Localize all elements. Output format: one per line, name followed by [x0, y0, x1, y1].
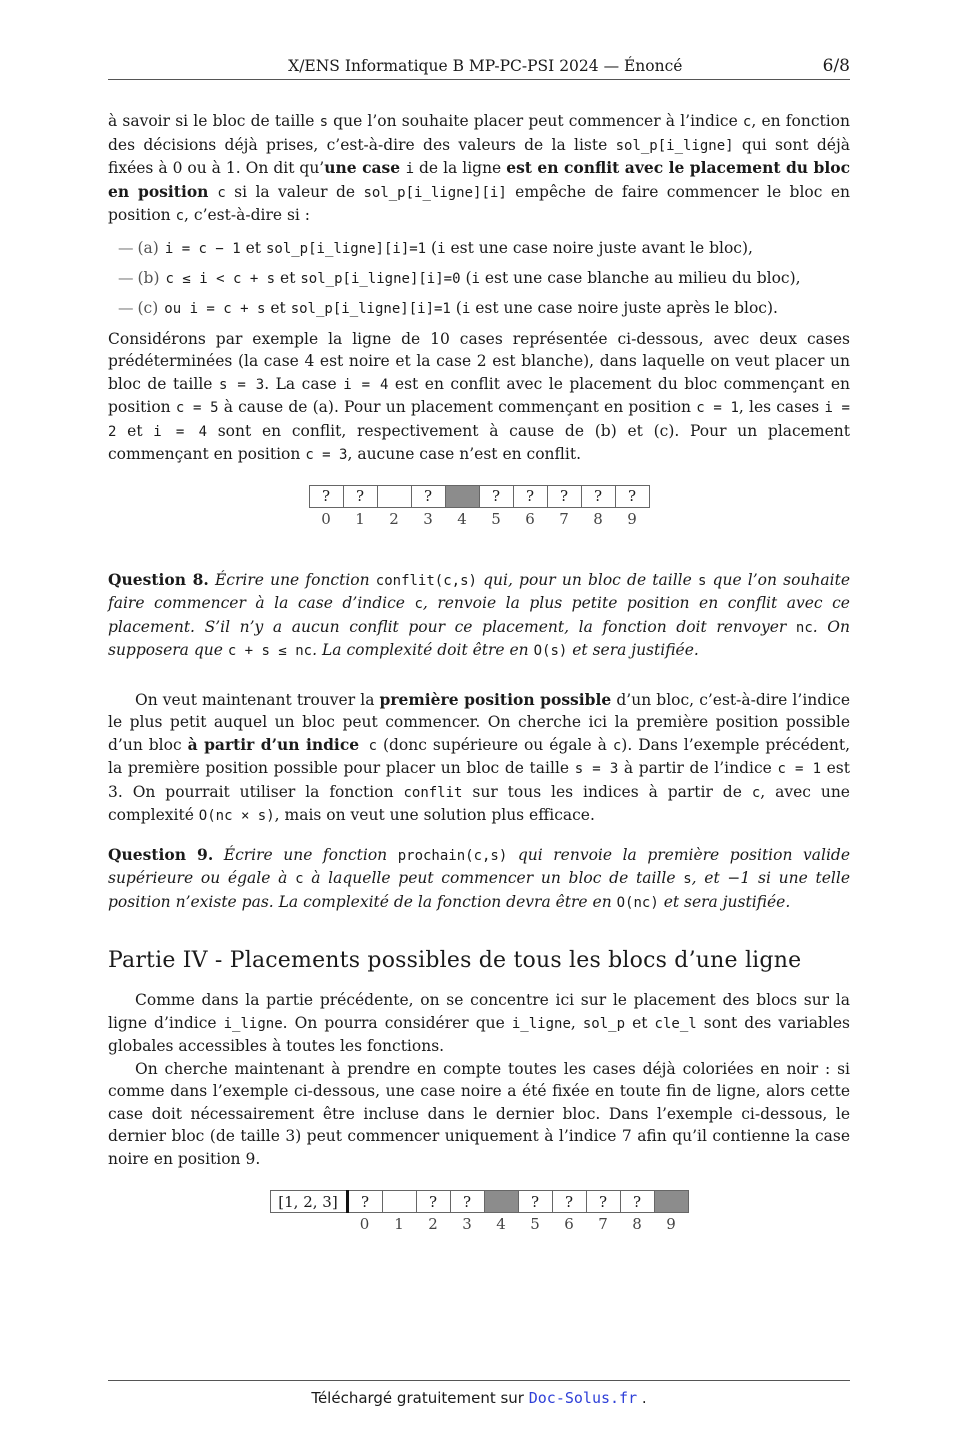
grid-2-index: 1 — [394, 1215, 404, 1233]
grid-2-indices — [270, 1213, 688, 1235]
grid-2-cell: ? — [518, 1191, 552, 1213]
example-paragraph: Considérons par exemple la ligne de 10 cases représentée ci-dessous, avec deux cases prédéterminées (la case 4 est noire et la case 2 est blanche), dans laquelle on veut placer un bloc de taille s = 3. La case i = 4 est en conflit avec le placement du bloc commençant en position c = 5 à cause de (a). Pour un placement commençant en position c = 1, les cases i = 2 et i = 4 sont en conflit, respectivement à cause de (b) et (c). Pour un placement commençant en position c = 3, aucune case n’est en conflit. — [108, 329, 850, 463]
grid-2-cell: ? — [586, 1191, 620, 1213]
grid-2-cell: ? — [552, 1191, 586, 1213]
grid-1-index: 1 — [355, 509, 365, 528]
grid-2-index: 2 — [428, 1215, 438, 1233]
grid-2-cell: ? — [347, 1191, 382, 1213]
grid-2-index: 8 — [632, 1215, 642, 1233]
question-9: Question 9. Écrire une fonction prochain(c,s) qui renvoie la première position valide supérieure ou égale à c à laquelle peut commencer un bloc de taille s, et −1 si une telle position n’existe pas. La complexité de la fonction devra être en O(nc) et sera justifiée. — [108, 844, 850, 911]
footer-text: Téléchargé gratuitement sur — [311, 1389, 529, 1407]
grid-2-index: 6 — [564, 1215, 574, 1233]
grid-1-index: 3 — [423, 509, 433, 528]
grid-1-cells — [309, 485, 649, 507]
part4-paragraph-2: On cherche maintenant à prendre en compte toutes les cases déjà coloriées en noir : si comme dans l’exemple ci-dessous, une case noire a été fixée en toute fin de ligne, alors cette case doit nécessairement être incluse dans le dernier bloc. Dans l’exemple ci-dessous, le dernier bloc (de taille 3) peut commencer uniquement à l’indice 7 afin qu’il contienne la case noire en position 9. — [108, 1059, 850, 1168]
grid-1-cell: ? — [581, 485, 615, 507]
question-8-label: Question 8. — [108, 569, 209, 589]
grid-2-index-spacer — [270, 1213, 347, 1235]
grid-2-index: 7 — [598, 1215, 608, 1233]
grid-1-cell: ? — [615, 485, 649, 507]
grid-1-cell: ? — [411, 485, 445, 507]
question-9-label: Question 9. — [108, 844, 214, 864]
page-footer — [108, 1380, 850, 1407]
grid-1-cell: ? — [547, 485, 581, 507]
header-title: X/ENS Informatique B MP-PC-PSI 2024 — Énoncé — [288, 57, 683, 75]
grid-1-index: 6 — [525, 509, 535, 528]
grid-2-index: 4 — [496, 1215, 506, 1233]
condition-b: — (b) c ≤ i < c + s et sol_p[i_ligne][i]=0 (i est une case blanche au milieu du bloc), — [118, 268, 801, 287]
grid-2-clue: [1, 2, 3] — [270, 1191, 347, 1213]
footer-end: . — [637, 1389, 647, 1407]
conflict-conditions — [108, 234, 850, 324]
grid-1-index: 8 — [593, 509, 603, 528]
footer-link[interactable]: Doc-Solus.fr — [528, 1389, 638, 1407]
page-header — [108, 50, 850, 80]
grid-1-index: 2 — [389, 509, 399, 528]
grid-1-cell: ? — [479, 485, 513, 507]
page — [108, 50, 850, 1234]
grid-2-cell-black — [654, 1191, 688, 1213]
condition-a: — (a) i = c − 1 et sol_p[i_ligne][i]=1 (i est une case noire juste avant le bloc), — [118, 238, 753, 257]
grid-1-cell: ? — [343, 485, 377, 507]
grid-2-cell: ? — [416, 1191, 450, 1213]
grid-1-cell-black — [445, 485, 479, 507]
premiere-position-paragraph: On veut maintenant trouver la première position possible d’un bloc, c’est-à-dire l’indice le plus petit auquel un bloc peut commencer. On cherche ici la première position possible d’un bloc à partir d’un indice c (donc supérieure ou égale à c). Dans l’exemple précédent, la première position possible pour placer un bloc de taille s = 3 à partir de l’indice c = 1 est 3. On pourrait utiliser la fonction conflit sur tous les indices à partir de c, avec une complexité O(nc × s), mais on veut une solution plus efficace. — [108, 689, 851, 824]
grid-2-index: 5 — [530, 1215, 540, 1233]
grid-1-index: 0 — [321, 509, 331, 528]
grid-1-index: 4 — [457, 509, 467, 528]
grid-1-index: 7 — [559, 509, 569, 528]
grid-1-index: 9 — [627, 509, 637, 528]
grid-2-table — [270, 1190, 689, 1234]
section-title-part-4: Partie IV - Placements possibles de tous les blocs d’une ligne — [108, 948, 802, 973]
grid-1-indices — [309, 507, 649, 529]
grid-2-cell: ? — [620, 1191, 654, 1213]
grid-2-index: 3 — [462, 1215, 472, 1233]
grid-1-table — [309, 485, 650, 529]
grid-2-index: 0 — [359, 1215, 370, 1233]
grid-1-cell: ? — [513, 485, 547, 507]
page-number: 6/8 — [822, 56, 850, 76]
condition-c: — (c) ou i = c + s et sol_p[i_ligne][i]=1 (i est une case noire juste après le bloc). — [118, 298, 778, 317]
example-grid-2 — [108, 1190, 850, 1234]
example-grid-1 — [108, 485, 850, 529]
grid-2-index: 9 — [666, 1215, 676, 1233]
grid-2-cell — [382, 1191, 416, 1213]
grid-2-cells — [270, 1191, 688, 1213]
question-8: Question 8. Écrire une fonction conflit(c,s) qui, pour un bloc de taille s que l’on souhaite faire commencer à la case d’indice c, renvoie la plus petite position en conflit avec ce placement. S’il n’y a aucun conflit pour ce placement, la fonction doit renvoyer nc. On supposera que c + s ≤ nc. La complexité doit être en O(s) et sera justifiée. — [108, 569, 851, 659]
grid-2-cell: ? — [450, 1191, 484, 1213]
part4-paragraph-1: Comme dans la partie précédente, on se concentre ici sur le placement des blocs sur la ligne d’indice i_ligne. On pourra considérer que i_ligne, sol_p et cle_l sont des variables globales accessibles à toutes les fonctions. — [108, 991, 850, 1055]
grid-1-cell: ? — [309, 485, 343, 507]
grid-1-index: 5 — [491, 509, 501, 528]
intro-paragraph: à savoir si le bloc de taille s que l’on souhaite placer peut commencer à l’indice c, en fonction des décisions déjà prises, c’est-à-dire des valeurs de la liste sol_p[i_ligne] qui sont déjà fixées à 0 ou à 1. On dit qu’une case i de la ligne est en conflit avec le placement du bloc en position c si la valeur de sol_p[i_ligne][i] empêche de faire commencer le bloc en position c, c’est-à-dire si : — [108, 112, 851, 224]
grid-1-cell — [377, 485, 411, 507]
grid-2-cell-black — [484, 1191, 518, 1213]
